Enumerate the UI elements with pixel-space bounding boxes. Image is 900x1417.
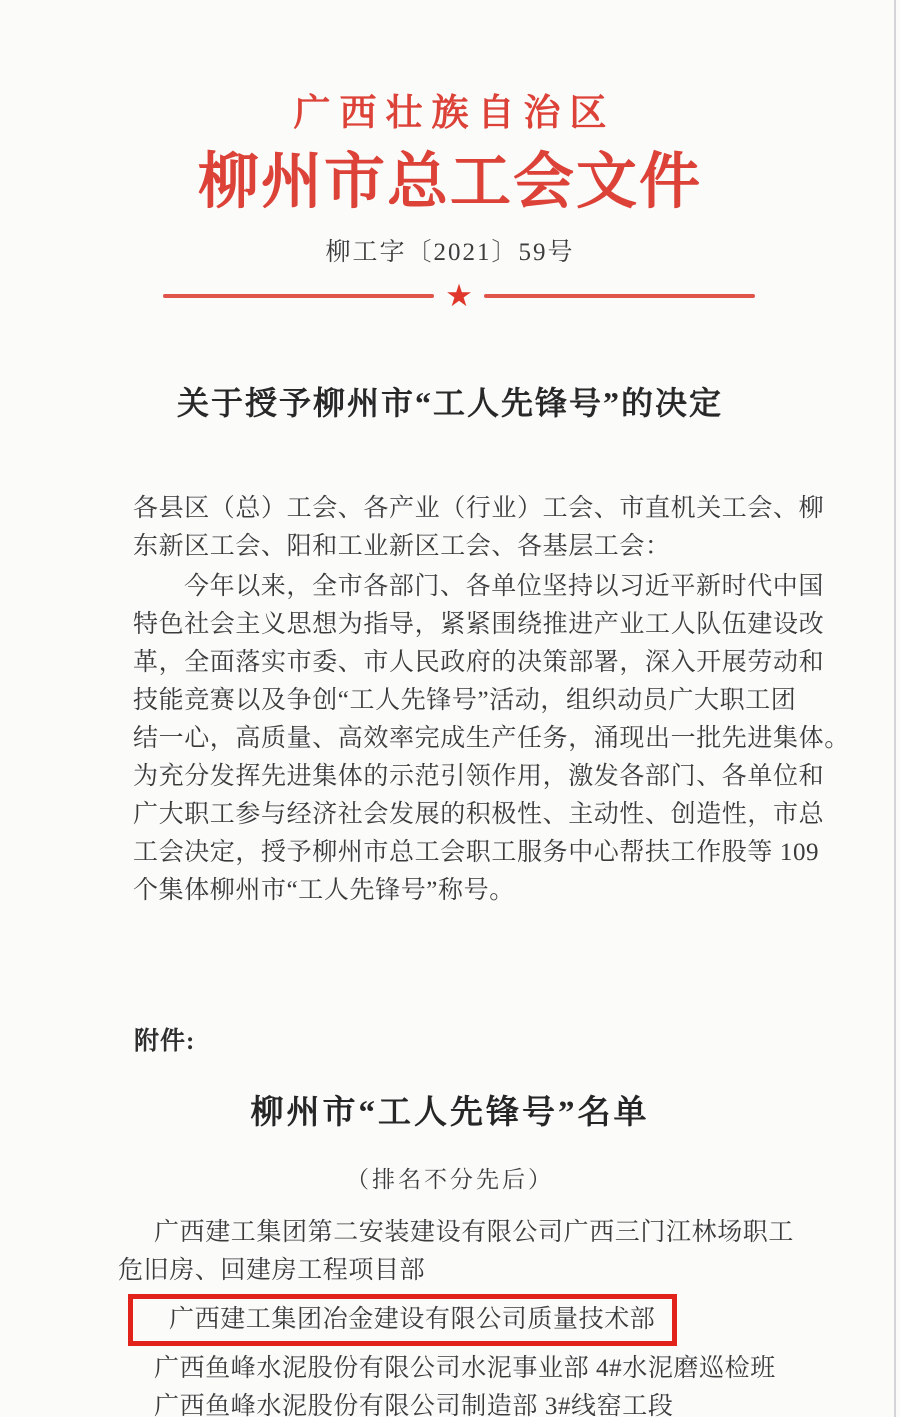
list-item xyxy=(118,1214,818,1290)
issuing-org-title: 柳州市总工会文件 xyxy=(197,149,702,216)
star-divider xyxy=(163,278,755,314)
list-item: 广西鱼峰水泥股份有限公司水泥事业部 4#水泥磨巡检班 xyxy=(154,1355,776,1382)
appendix-subtitle: （排名不分先后） xyxy=(346,1167,554,1192)
star-icon: ★ xyxy=(445,278,473,314)
attachment-label: 附件: xyxy=(134,1028,196,1055)
divider-line-right xyxy=(484,294,755,298)
appendix-title: 柳州市“工人先锋号”名单 xyxy=(250,1095,650,1131)
body-line: 技能竞赛以及争创“工人先锋号”活动，组织动员广大职工团 xyxy=(133,687,797,714)
document-title: 关于授予柳州市“工人先锋号”的决定 xyxy=(176,385,723,421)
list-item-line: 广西建工集团第二安装建设有限公司广西三门江林场职工 xyxy=(154,1219,795,1246)
salutation-line: 各县区（总）工会、各产业（行业）工会、市直机关工会、柳 xyxy=(133,495,825,522)
body-line: 为充分发挥先进集体的示范引领作用，激发各部门、各单位和 xyxy=(133,763,825,790)
body-line: 结一心，高质量、高效率完成生产任务，涌现出一批先进集体。 xyxy=(133,725,850,752)
award-list xyxy=(118,1214,818,1417)
body-line: 个集体柳州市“工人先锋号”称号。 xyxy=(133,877,515,904)
list-item-line: 危旧房、回建房工程项目部 xyxy=(118,1257,426,1284)
body-line: 特色社会主义思想为指导，紧紧围绕推进产业工人队伍建设改 xyxy=(133,611,825,638)
divider-line-left xyxy=(163,294,434,298)
body-line: 革，全面落实市委、市人民政府的决策部署，深入开展劳动和 xyxy=(133,649,825,676)
document-number: 柳工字〔2021〕59号 xyxy=(325,239,575,266)
scan-edge-line xyxy=(894,0,896,1417)
highlight-box xyxy=(128,1294,677,1346)
list-item: 广西鱼峰水泥股份有限公司制造部 3#线窑工段 xyxy=(154,1393,674,1417)
list-item-highlighted: 广西建工集团冶金建设有限公司质量技术部 xyxy=(169,1306,656,1333)
salutation-line: 东新区工会、阳和工业新区工会、各基层工会： xyxy=(133,533,671,560)
body-line: 广大职工参与经济社会发展的积极性、主动性、创造性，市总 xyxy=(133,801,825,828)
body-line: 工会决定，授予柳州市总工会职工服务中心帮扶工作股等 109 xyxy=(133,839,820,866)
body-line: 今年以来，全市各部门、各单位坚持以习近平新时代中国 xyxy=(184,573,825,600)
region-title: 广西壮族自治区 xyxy=(293,93,616,134)
salutation xyxy=(133,490,825,566)
body-paragraph xyxy=(133,568,850,910)
